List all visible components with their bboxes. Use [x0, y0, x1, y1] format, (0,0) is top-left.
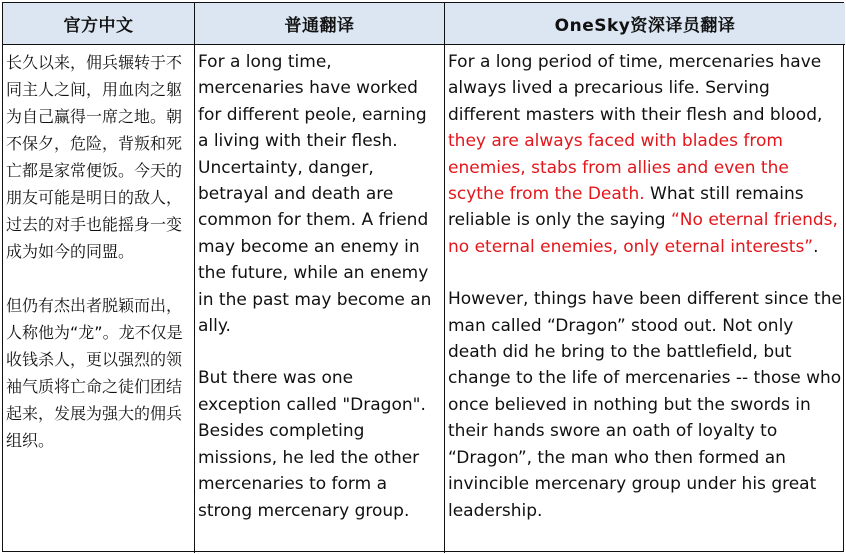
onesky-p1-mid: What still remains reliable is only the saying [448, 184, 804, 231]
onesky-translation-para-1 [448, 49, 842, 260]
header-normal-translation: 普通翻译 [195, 3, 445, 45]
normal-translation-para-1: For a long time, mercenaries have worked for different peole, earning a living with their flesh. Uncertainty, danger, betrayal and death are common for them. A friend may become an enemy in the future, while an enemy in the past may become an ally. [198, 52, 432, 337]
onesky-p1-highlight-2: “No eternal friends, no eternal enemies, only eternal interests” [448, 210, 838, 257]
paragraph-gap [448, 260, 842, 286]
onesky-p1-end: . [813, 236, 819, 257]
paragraph-gap [6, 265, 191, 292]
header-official-chinese: 官方中文 [3, 3, 195, 45]
table-grid [2, 2, 844, 552]
onesky-p1-highlight-1: they are always faced with blades from enemies, stabs from allies and even the scythe from the Death. [448, 131, 789, 205]
normal-translation-para-2: But there was one exception called "Dragon". Besides completing missions, he led the other mercenaries to form a strong mercenary group. [198, 368, 426, 521]
official-chinese-para-1: 长久以来，佣兵辗转于不同主人之间，用血肉之躯为自己赢得一席之地。朝不保夕，危险，背叛和死亡都是家常便饭。今天的朋友可能是明日的敌人，过去的对手也能摇身一变成为如今的同盟。 [6, 53, 183, 261]
onesky-translation-para-2: However, things have been different since the man called “Dragon” stood out. Not only death did he bring to the battlefield, but change to the life of mercenaries -- those who once believed in nothing but the swords in their hands swore an oath of loyalty to “Dragon”, the man who then formed an invincible mercenary group under his great leadership. [448, 289, 842, 521]
header-onesky-translation: OneSky资深译员翻译 [445, 3, 845, 45]
paragraph-gap [198, 339, 441, 365]
official-chinese-para-2: 但仍有杰出者脱颖而出，人称他为“龙”。龙不仅是收钱杀人，更以强烈的领袖气质将亡命之徒们团结起来，发展为强大的佣兵组织。 [6, 296, 183, 450]
official-chinese-cell [3, 45, 195, 553]
onesky-translation-cell [445, 45, 845, 553]
onesky-p1-start: For a long period of time, mercenaries have always lived a precarious life. Serving different masters with their flesh and blood, [448, 52, 823, 125]
normal-translation-cell [195, 45, 445, 553]
